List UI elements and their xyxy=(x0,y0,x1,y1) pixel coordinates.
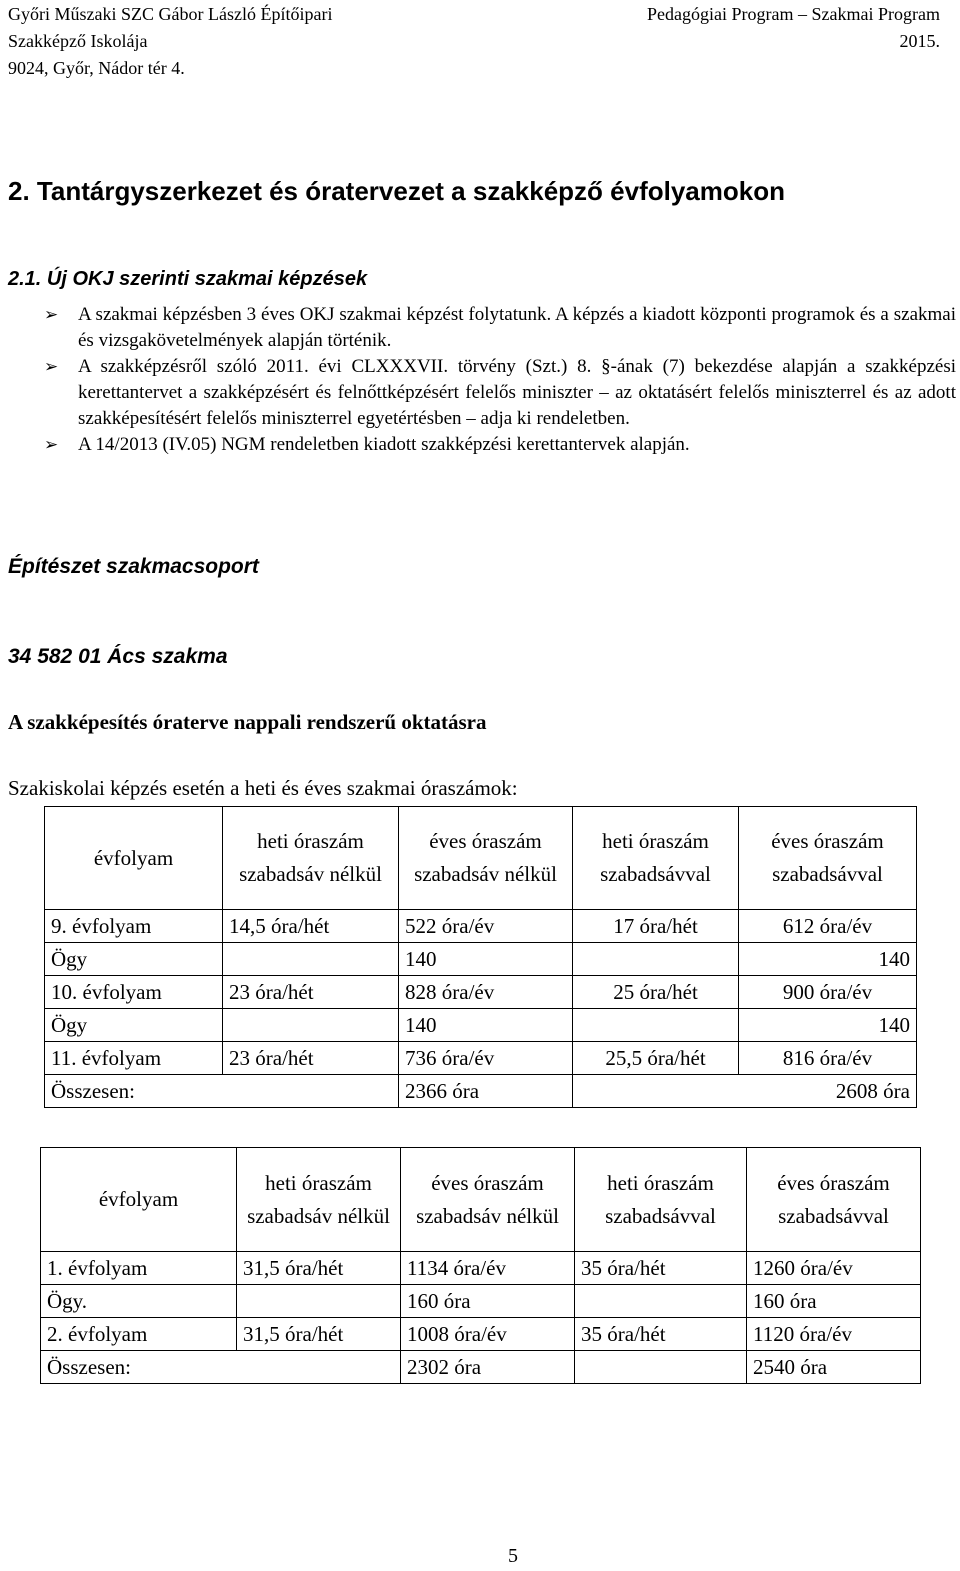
table-cell: 2608 óra xyxy=(573,1075,917,1108)
header-year: 2015. xyxy=(899,31,940,51)
table-row xyxy=(41,1285,921,1318)
table-cell xyxy=(575,1351,747,1384)
table-cell: 10. évfolyam xyxy=(45,976,223,1009)
table-cell xyxy=(223,943,399,976)
bullet-text: A 14/2013 (IV.05) NGM rendeletben kiadott szakképzési kerettantervek alapján. xyxy=(78,434,690,455)
list-item xyxy=(44,432,956,458)
table-cell: 25,5 óra/hét xyxy=(573,1042,739,1075)
table-cell: 17 óra/hét xyxy=(573,910,739,943)
table-cell: 11. évfolyam xyxy=(45,1042,223,1075)
table-cell: 31,5 óra/hét xyxy=(237,1318,401,1351)
table-cell xyxy=(223,1009,399,1042)
header-cell: heti óraszám szabadsávval xyxy=(573,807,739,910)
bullet-text: A szakmai képzésben 3 éves OKJ szakmai képzést folytatunk. A képzés a kiadott központi programok és a szakmai és vizsgakövetelmények alapján történik. xyxy=(78,304,956,351)
table-cell: 140 xyxy=(739,943,917,976)
table-row xyxy=(45,943,917,976)
bullet-list xyxy=(44,302,956,458)
table-cell: Ögy xyxy=(45,943,223,976)
header-program-title: Pedagógiai Program – Szakmai Program xyxy=(647,4,940,24)
table-cell xyxy=(575,1285,747,1318)
table-cell: 140 xyxy=(399,943,573,976)
header-school-name: Győri Műszaki SZC Gábor László Építőipari xyxy=(8,4,333,24)
table-total-row xyxy=(41,1351,921,1384)
header-cell: éves óraszám szabadsávval xyxy=(747,1148,921,1252)
table-cell xyxy=(573,1009,739,1042)
table-header-row xyxy=(45,807,917,910)
table-cell: 25 óra/hét xyxy=(573,976,739,1009)
section-title: 2.1. Új OKJ szerinti szakmai képzések xyxy=(8,268,368,290)
table2 xyxy=(40,1147,921,1384)
table-cell xyxy=(237,1285,401,1318)
table-cell: Összesen: xyxy=(45,1075,399,1108)
table-cell: 140 xyxy=(739,1009,917,1042)
table-row xyxy=(41,1252,921,1285)
table-cell: 1008 óra/év xyxy=(401,1318,575,1351)
table-cell: 23 óra/hét xyxy=(223,976,399,1009)
group-title: Építészet szakmacsoport xyxy=(8,555,259,578)
chapter-title: 2. Tantárgyszerkezet és óratervezet a szakképző évfolyamokon xyxy=(8,176,785,206)
table-cell: 2540 óra xyxy=(747,1351,921,1384)
table-cell: 35 óra/hét xyxy=(575,1318,747,1351)
table-row xyxy=(45,1009,917,1042)
table-cell: 23 óra/hét xyxy=(223,1042,399,1075)
table-cell: 1. évfolyam xyxy=(41,1252,237,1285)
header-cell: éves óraszám szabadsáv nélkül xyxy=(399,807,573,910)
header-cell: éves óraszám szabadsáv nélkül xyxy=(401,1148,575,1252)
table-cell: 522 óra/év xyxy=(399,910,573,943)
table-cell: 612 óra/év xyxy=(739,910,917,943)
table-cell: 160 óra xyxy=(401,1285,575,1318)
header-cell: heti óraszám szabadsáv nélkül xyxy=(223,807,399,910)
table-row xyxy=(45,976,917,1009)
header-cell: évfolyam xyxy=(41,1148,237,1252)
table1-caption: Szakiskolai képzés esetén a heti és éves szakmai óraszámok: xyxy=(8,776,518,800)
table-cell: Ögy. xyxy=(41,1285,237,1318)
table-row xyxy=(45,910,917,943)
table-cell: 736 óra/év xyxy=(399,1042,573,1075)
table-cell: 1134 óra/év xyxy=(401,1252,575,1285)
page-number: 5 xyxy=(508,1545,518,1567)
table-row xyxy=(45,1042,917,1075)
list-item xyxy=(44,354,956,432)
plan-title: A szakképesítés óraterve nappali rendszerű oktatásra xyxy=(8,710,487,734)
table-cell: 1260 óra/év xyxy=(747,1252,921,1285)
arrow-bullet-icon: ➢ xyxy=(44,435,59,455)
table-cell: 2302 óra xyxy=(401,1351,575,1384)
header-cell: heti óraszám szabadsáv nélkül xyxy=(237,1148,401,1252)
header-cell: évfolyam xyxy=(45,807,223,910)
table-row xyxy=(41,1318,921,1351)
bullet-text: A szakképzésről szóló 2011. évi CLXXXVII. törvény (Szt.) 8. §-ának (7) bekezdése alapján a szakképzési kerettantervet a szakképzésért és felnőttképzésért felelős miniszter – az oktatásért felelős miniszterrel és az adott szakképesítésért felelős miniszterrel egyetértésben – adja ki rendeletben. xyxy=(78,356,956,429)
table-cell: 35 óra/hét xyxy=(575,1252,747,1285)
table-cell: 9. évfolyam xyxy=(45,910,223,943)
table-cell xyxy=(573,943,739,976)
table-cell: 2366 óra xyxy=(399,1075,573,1108)
table-total-row xyxy=(45,1075,917,1108)
table-cell: 900 óra/év xyxy=(739,976,917,1009)
table-cell: 2. évfolyam xyxy=(41,1318,237,1351)
header-cell: heti óraszám szabadsávval xyxy=(575,1148,747,1252)
table-cell: 828 óra/év xyxy=(399,976,573,1009)
table-cell: 816 óra/év xyxy=(739,1042,917,1075)
table-cell: 160 óra xyxy=(747,1285,921,1318)
arrow-bullet-icon: ➢ xyxy=(44,357,59,377)
table-cell: Ögy xyxy=(45,1009,223,1042)
table-cell: 31,5 óra/hét xyxy=(237,1252,401,1285)
header-cell: éves óraszám szabadsávval xyxy=(739,807,917,910)
table-cell: 14,5 óra/hét xyxy=(223,910,399,943)
table-cell: Összesen: xyxy=(41,1351,401,1384)
list-item xyxy=(44,302,956,354)
header-address: 9024, Győr, Nádor tér 4. xyxy=(8,58,185,78)
header-school-name-2: Szakképző Iskolája xyxy=(8,31,148,51)
table-cell: 140 xyxy=(399,1009,573,1042)
table-header-row xyxy=(41,1148,921,1252)
table-cell: 1120 óra/év xyxy=(747,1318,921,1351)
profession-title: 34 582 01 Ács szakma xyxy=(8,645,228,668)
table1 xyxy=(44,806,917,1108)
arrow-bullet-icon: ➢ xyxy=(44,305,59,325)
